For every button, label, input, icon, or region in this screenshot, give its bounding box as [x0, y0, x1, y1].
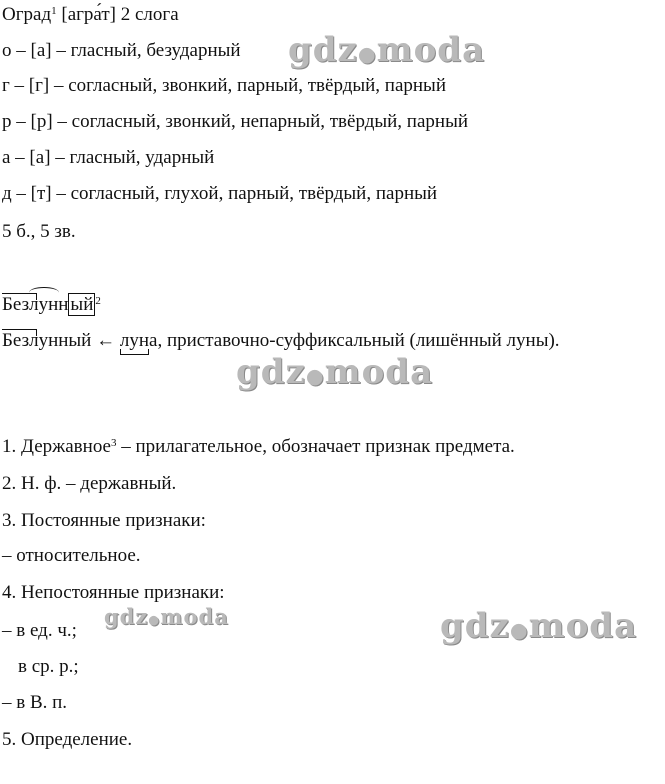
phonetic-summary: 5 б., 5 зв. [2, 221, 76, 242]
footnote-2: 2 [95, 295, 101, 307]
morph-line: – в В. п. [2, 692, 68, 713]
morpheme-ending: ый [70, 294, 94, 315]
morph-line: – относительное. [2, 545, 141, 566]
morpheme-suffix: н [58, 294, 69, 315]
source-root: лун [119, 330, 150, 351]
transcription: [агра́т] 2 слога [61, 4, 179, 25]
watermark-logo: gdz●moda [440, 606, 638, 646]
derivation-comment: , приставочно-суффиксальный (лишённый луны). [157, 330, 560, 351]
phonetic-line: р – [р] – согласный, звонкий, непарный, твёрдый, парный [2, 111, 469, 132]
watermark-logo: gdz●moda [104, 604, 229, 629]
phonetic-line: а – [а] – гласный, ударный [2, 147, 215, 168]
derived-root: лун [29, 330, 59, 351]
phonetic-line: д – [т] – согласный, глухой, парный, твёрдый, парный [2, 183, 438, 204]
derived-rest: ный [58, 330, 92, 351]
derivation-arrow: ← [91, 330, 120, 351]
morpheme-root: лун [29, 294, 58, 316]
derived-prefix: Без [2, 330, 29, 352]
morph-line: в ср. р.; [18, 656, 79, 677]
analyzed-word: Оград [2, 4, 52, 25]
phonetic-line: г – [г] – согласный, звонкий, парный, твёрдый, парный [2, 75, 446, 96]
morph-line-1: 1. Державное$^3$ – прилагательное, обозначает признак предмета. [2, 436, 515, 457]
morph-line: 2. Н. ф. – державный. [2, 473, 177, 494]
source-ending: а [149, 330, 158, 351]
morpheme-prefix: Без [2, 294, 29, 316]
watermark-logo: gdz●moda [288, 30, 486, 70]
footnote-3: 3 [111, 437, 117, 449]
morph-line: 3. Постоянные признаки: [2, 510, 206, 531]
morph-line: 5. Определение. [2, 729, 133, 750]
word-formation [2, 330, 560, 352]
morph-line: 4. Непостоянные признаки: [2, 582, 225, 603]
footnote-1: 1 [51, 5, 57, 17]
morphemic-parse [2, 294, 101, 318]
phonetic-header [2, 4, 179, 28]
morph-line: – в ед. ч.; [2, 620, 77, 641]
phonetic-line: о – [а] – гласный, безударный [2, 40, 241, 61]
watermark-logo: gdz●moda [236, 352, 434, 392]
